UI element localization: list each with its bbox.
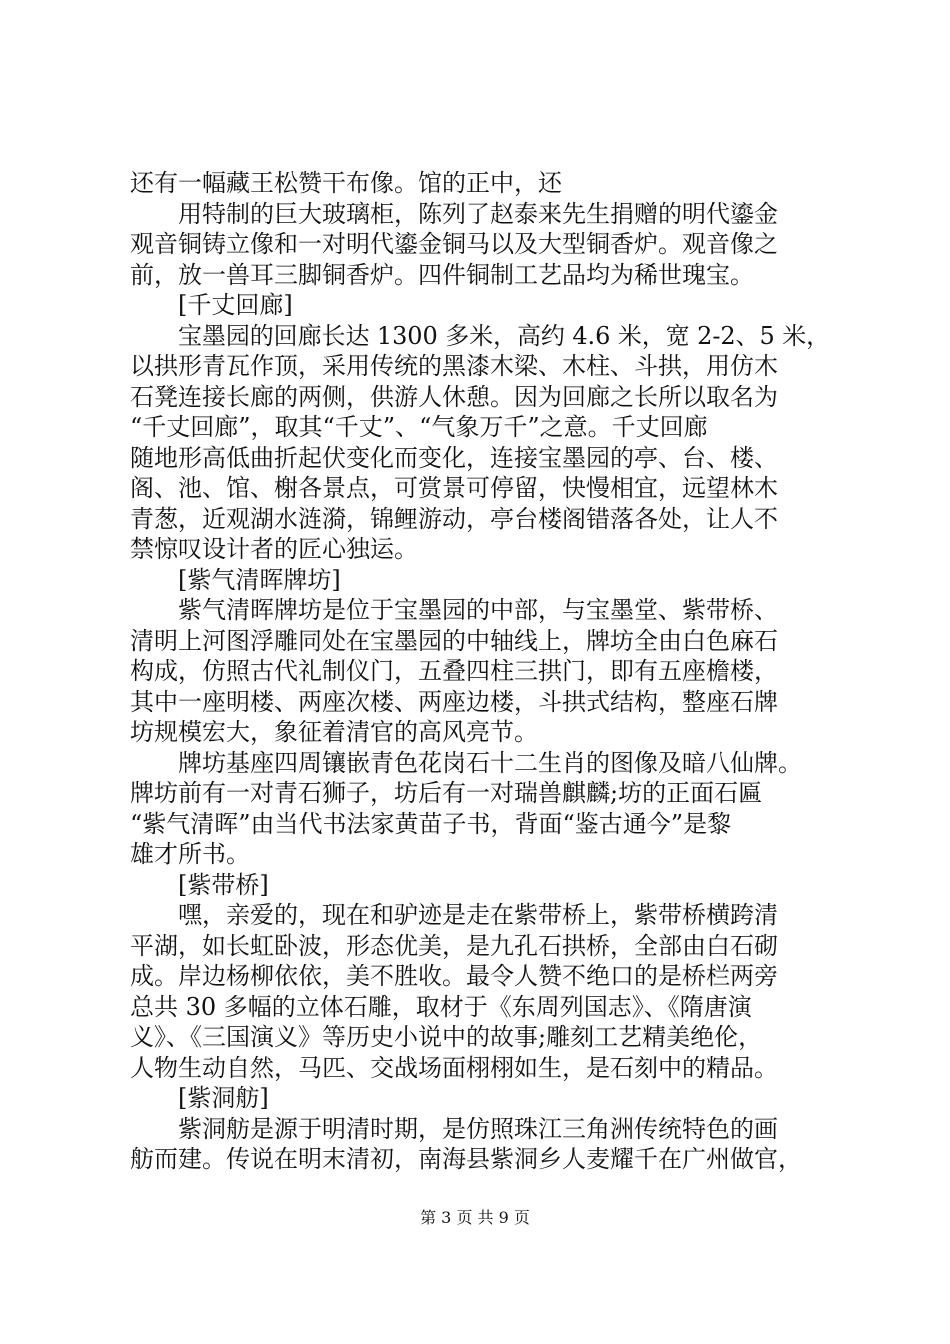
text-line: 青葱，近观湖水涟漪，锦鲤游动，亭台楼阁错落各处，让人不	[130, 504, 778, 533]
text-line: 禁惊叹设计者的匠心独运。	[130, 535, 418, 563]
text-line: 石凳连接长廊的两侧，供游人休憩。因为回廊之长所以取名为	[130, 382, 778, 411]
text-line: 舫而建。传说在明末清初，南海县紫洞乡人麦耀千在广州做官，	[130, 1145, 802, 1173]
text-line: 总共 30 多幅的立体石雕，取材于《东周列国志》、《隋唐演	[130, 992, 752, 1021]
text-line: 牌坊前有一对青石狮子，坊后有一对瑞兽麒麟;坊的正面石匾	[130, 779, 763, 807]
text-line: 还有一幅藏王松赞干布像。馆的正中，还	[130, 169, 562, 197]
text-line: 阁、池、馆、榭各景点，可赏景可停留，快慢相宜，远望林木	[130, 474, 778, 502]
text-line: 坊规模宏大，象征着清官的高风亮节。	[130, 718, 538, 746]
text-line: 清明上河图浮雕同处在宝墨园的中轴线上，牌坊全由白色麻石	[130, 626, 778, 655]
text-line: 构成，仿照古代礼制仪门，五叠四柱三拱门，即有五座檐楼，	[130, 657, 778, 685]
text-line: 成。岸边杨柳依依，美不胜收。最令人赞不绝口的是桥栏两旁	[130, 962, 778, 990]
text-line: 义》、《三国演义》等历史小说中的故事;雕刻工艺精美绝伦，	[130, 1023, 763, 1051]
text-line: 人物生动自然，马匹、交战场面栩栩如生，是石刻中的精品。	[130, 1053, 778, 1082]
text-line: “千丈回廊”，取其“千丈”、“气象万千”之意。千丈回廊	[130, 413, 708, 441]
text-line: 紫气清晖牌坊是位于宝墨园的中部，与宝墨堂、紫带桥、	[178, 596, 778, 624]
page-footer: 第 3 页 共 9 页	[420, 1208, 530, 1227]
text-line: 平湖，如长虹卧波，形态优美，是九孔石拱桥，全部由白石砌	[130, 931, 778, 960]
text-line: [紫带桥]	[178, 870, 269, 899]
text-line: 用特制的巨大玻璃柜，陈列了赵泰来先生捐赠的明代鎏金	[178, 199, 778, 228]
text-line: 雄才所书。	[130, 840, 250, 868]
text-line: [紫气清晖牌坊]	[178, 565, 341, 594]
text-line: [千丈回廊]	[178, 291, 293, 319]
text-line: 其中一座明楼、两座次楼、两座边楼，斗拱式结构，整座石牌	[130, 687, 778, 716]
text-line: 以拱形青瓦作顶，采用传统的黑漆木梁、木柱、斗拱，用仿木	[130, 352, 778, 380]
text-line: 嘿，亲爱的，现在和驴迹是走在紫带桥上，紫带桥横跨清	[178, 901, 778, 929]
document-body	[130, 168, 830, 1175]
text-line: 前，放一兽耳三脚铜香炉。四件铜制工艺品均为稀世瑰宝。	[130, 260, 754, 289]
text-line: “紫气清晖”由当代书法家黄苗子书，背面“鉴古通今”是黎	[130, 809, 732, 838]
text-line: 牌坊基座四周镶嵌青色花岗石十二生肖的图像及暗八仙牌。	[178, 748, 802, 777]
text-line: 观音铜铸立像和一对明代鎏金铜马以及大型铜香炉。观音像之	[130, 230, 778, 258]
text-line: [紫洞舫]	[178, 1084, 269, 1112]
text-line: 紫洞舫是源于明清时期，是仿照珠江三角洲传统特色的画	[178, 1114, 778, 1143]
text-line: 宝墨园的回廊长达 1300 多米，高约 4.6 米，宽 2-2、5 米，	[178, 321, 831, 350]
text-line: 随地形高低曲折起伏变化而变化，连接宝墨园的亭、台、楼、	[130, 443, 778, 472]
